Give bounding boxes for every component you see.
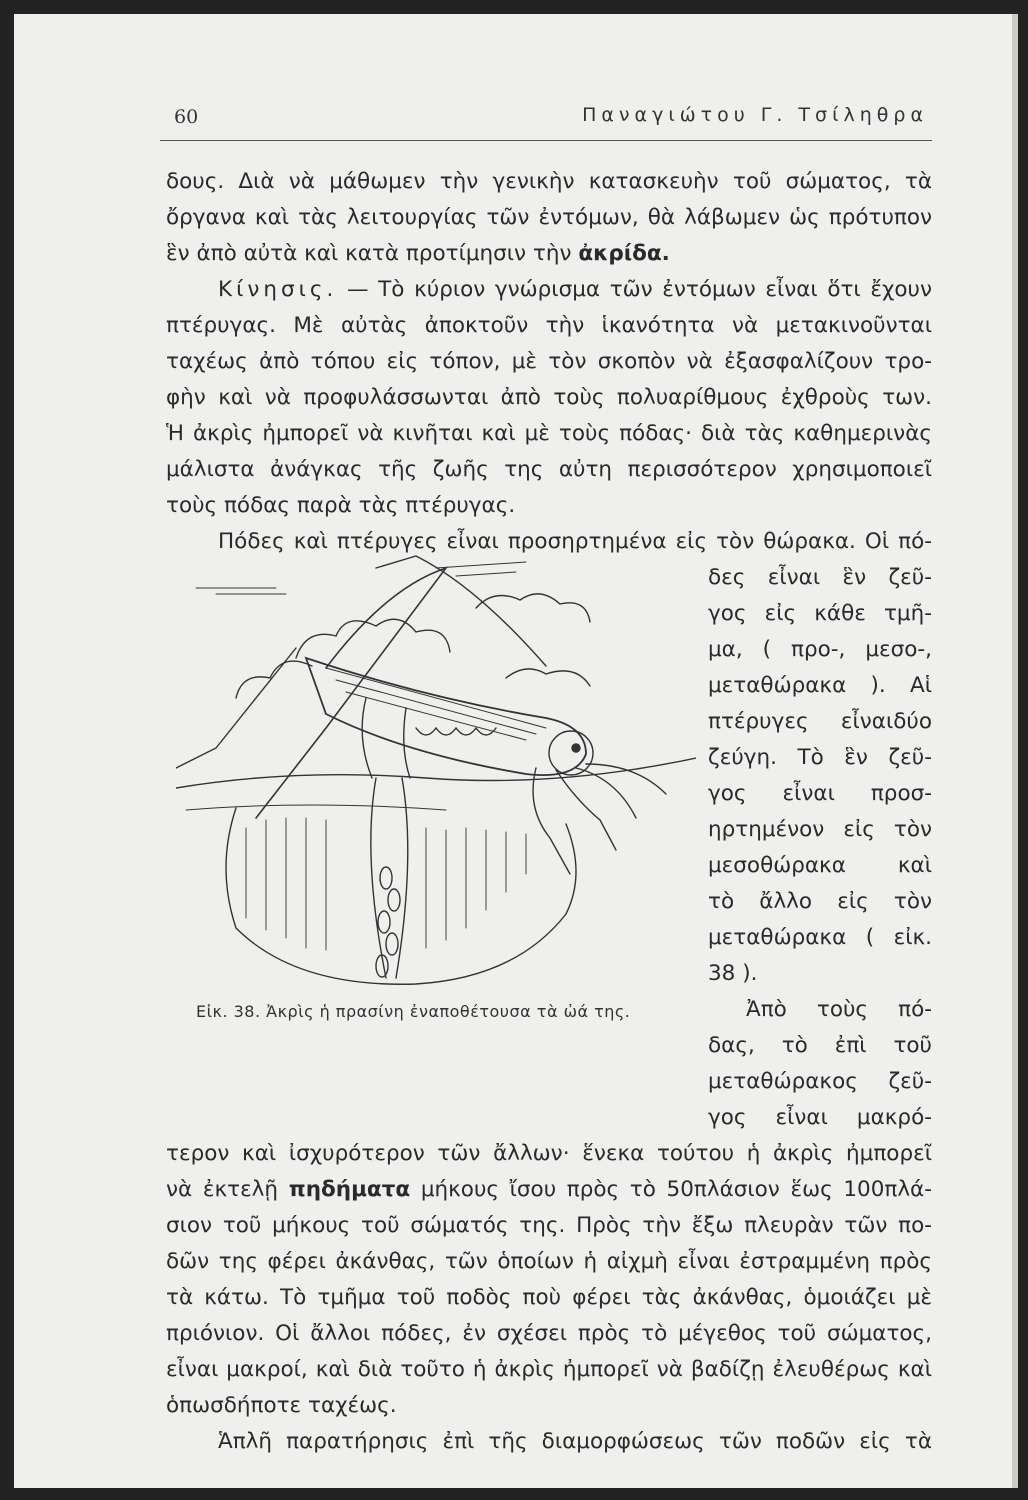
text-line: τὰ κάτω. Τὸ τμῆμα τοῦ ποδὸς ποὺ φέρει τὰς ἀκάνθας, ὁμοιάζει μὲ — [166, 1285, 932, 1310]
text-line: τερον καὶ ἰσχυρότερον τῶν ἄλλων· ἕνεκα τούτου ἡ ἀκρὶς ἠμπορεῖ — [166, 1141, 932, 1166]
text-line — [166, 238, 932, 270]
hind-leg — [376, 556, 546, 666]
text-span: νὰ ἐκτελῇ — [166, 1177, 289, 1202]
text-line: μάλιστα ἀνάγκας τῆς ζωῆς της αὐτη περισσότερον χρησιμοποιεῖ — [166, 457, 932, 482]
text-line: δῶν της φέρει ἀκάνθας, τῶν ὁποίων ἡ αἰχμὴ εἶναι ἐστραμμένη πρὸς — [166, 1249, 932, 1274]
text-line: Ἁπλῆ παρατήρησις ἐπὶ τῆς διαμορφώσεως τῶν ποδῶν εἰς τὰ — [218, 1429, 932, 1454]
side-text-line: ηρτημένον εἰς τὸν — [708, 817, 932, 842]
bold-term-akrida: ἀκρίδα. — [578, 241, 670, 266]
cloud-outline — [506, 669, 590, 686]
side-text-line: γος εἰς κάθε τμῆ- — [708, 601, 932, 626]
section-heading: Κίνησις. — [218, 277, 338, 302]
bold-term-pidimata: πηδήματα — [288, 1177, 411, 1202]
side-text-line: 38 ). — [708, 961, 758, 986]
text-span: ἓν ἀπὸ αὐτὰ καὶ κατὰ προτίμησιν τὴν — [166, 241, 579, 266]
side-text-line: δας, τὸ ἐπὶ τοῦ — [708, 1033, 932, 1058]
text-line: ὄργανα καὶ τὰς λειτουργίας τῶν ἐντόμων, θὰ λάβωμεν ὡς πρότυπον — [166, 205, 932, 230]
ground-line — [186, 805, 446, 810]
grasshopper-body — [306, 658, 586, 775]
text-line: τοὺς πόδας παρὰ τὰς πτέρυγας. — [166, 493, 516, 518]
cloud-outline — [296, 619, 450, 658]
side-text-line: μεταθώρακα ( εἰκ. — [708, 925, 932, 950]
page-header — [160, 98, 932, 141]
text-line: δους. Διὰ νὰ μάθωμεν τὴν γενικὴν κατασκευὴν τοῦ σώματος, τὰ — [166, 169, 932, 194]
text-line — [218, 274, 932, 306]
hill-line — [176, 758, 696, 788]
soil-hatching — [246, 818, 526, 950]
text-line: ταχέως ἀπὸ τόπου εἰς τόπον, μὲ τὸν σκοπὸν νὰ ἐξασφαλίζουν τρο- — [166, 349, 932, 374]
side-text-line: γος εἶναι προσ- — [708, 781, 932, 806]
abdomen — [362, 698, 410, 778]
side-text-line: μα, ( προ-, μεσο-, — [708, 637, 932, 662]
text-line: ὁπωσδήποτε ταχέως. — [166, 1393, 397, 1418]
figure-caption: Εἰκ. 38. Ἀκρὶς ἡ πρασίνη ἐναποθέτουσα τὰ ὠά της. — [196, 1002, 631, 1021]
text-line: εἶναι μακροί, καὶ διὰ τοῦτο ἡ ἀκρὶς ἠμπορεῖ νὰ βαδίζῃ ἐλευθέρως καὶ — [166, 1357, 932, 1382]
side-text-line: μεταθώρακος ζεῦ- — [708, 1069, 932, 1094]
text-line: Ἡ ἀκρὶς ἠμπορεῖ νὰ κινῆται καὶ μὲ τοὺς πόδας· διὰ τὰς καθημερινὰς — [166, 421, 932, 446]
front-leg — [533, 768, 570, 874]
side-text-line: πτέρυγες εἶναιδύο — [708, 709, 932, 734]
side-text-line: μεσοθώρακα καὶ — [708, 853, 932, 878]
egg — [378, 911, 390, 933]
side-text-line: δες εἶναι ἓν ζεῦ- — [708, 565, 932, 590]
text-line: πτέρυγας. Μὲ αὐτὰς ἀποκτοῦν τὴν ἱκανότητα νὰ μετακινοῦνται — [166, 313, 932, 338]
text-span: — Τὸ κύριον γνώρισμα τῶν ἐντόμων εἶναι ὅτι ἔχουν — [337, 277, 932, 302]
side-text-line: τὸ ἄλλο εἰς τὸν — [708, 889, 932, 914]
side-text-line: γος εἶναι μακρό- — [708, 1105, 932, 1130]
text-line: Πόδες καὶ πτέρυγες εἶναι προσηρτημένα εἰς τὸν θώρακα. Οἱ πό- — [218, 529, 932, 554]
egg — [386, 933, 398, 955]
side-text-line: ζεύγη. Τὸ ἓν ζεῦ- — [708, 745, 932, 770]
sky-hatching — [196, 562, 526, 594]
text-span: μήκους ἴσου πρὸς τὸ 50πλάσιον ἕως 100πλά- — [410, 1177, 932, 1202]
running-title: Παναγιώτου Γ. Τσίληθρα — [582, 104, 928, 126]
page-number: 60 — [174, 106, 199, 128]
burrow-outline — [371, 778, 408, 978]
cloud-outline — [236, 661, 312, 698]
side-text-line: μεταθώρακα ). Αἱ — [708, 673, 932, 698]
text-line: φὴν καὶ νὰ προφυλάσσωνται ἀπὸ τοὺς πολυαρίθμους ἐχθροὺς των. — [166, 385, 932, 410]
text-line: σιον τοῦ μήκους τοῦ σώματός της. Πρὸς τὴν ἔξω πλευρὰν τῶν πο- — [166, 1213, 932, 1238]
egg — [380, 867, 392, 889]
side-text-line: Ἀπὸ τοὺς πό- — [746, 997, 932, 1022]
text-line: πριόνιον. Οἱ ἄλλοι πόδες, ἐν σχέσει πρὸς τὸ μέγεθος τοῦ σώματος, — [166, 1321, 932, 1346]
egg — [388, 889, 400, 911]
cloud-outline — [476, 594, 590, 622]
text-line — [166, 1174, 932, 1206]
grasshopper-eye — [572, 744, 580, 752]
soil-outline — [226, 808, 576, 984]
grasshopper-illustration — [176, 548, 696, 993]
